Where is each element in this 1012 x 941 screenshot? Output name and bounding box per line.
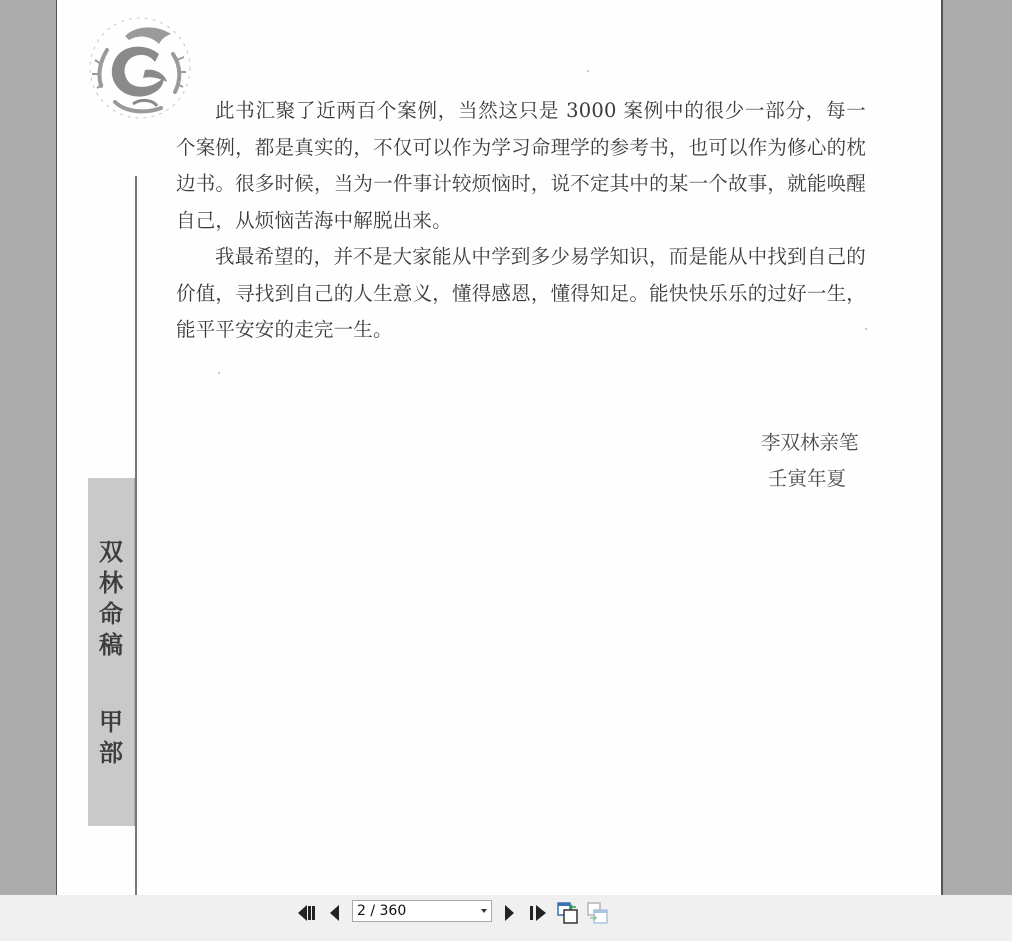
last-page-icon (528, 904, 548, 922)
next-page-button[interactable] (498, 902, 520, 924)
scan-speck (218, 372, 220, 374)
previous-page-icon (328, 904, 342, 922)
spine-char: 稿 (99, 630, 123, 659)
spine-char: 甲 (99, 707, 123, 736)
chevron-down-icon[interactable] (481, 909, 487, 913)
date-line: 壬寅年夏 (768, 467, 847, 490)
page-layout-back-icon (557, 902, 579, 924)
first-page-icon (297, 904, 317, 922)
page-layout-forward-icon (587, 902, 609, 924)
signature: 李双林亲笔 (761, 431, 859, 454)
previous-page-button[interactable] (324, 902, 346, 924)
margin-rule (135, 176, 137, 895)
scan-speck (587, 70, 589, 72)
page-number-dropdown[interactable] (352, 900, 492, 922)
page-number-value: 2 / 360 (357, 903, 407, 919)
paragraph: 此书汇聚了近两百个案例，当然这只是 3000 案例中的很少一部分，每一个案例，都是真实的，不仅可以作为学习命理学的参考书，也可以作为修心的枕边书。很多时候，当为一件事计较烦恼时，说不定其中的某一个故事，就能唤醒自己，从烦恼苦海中解脱出来。 (176, 99, 866, 232)
spine-char: 双 (99, 537, 123, 566)
spine-char: 部 (99, 738, 123, 767)
document-page (56, 0, 943, 895)
page-layout-forward-button (587, 902, 609, 924)
first-page-button[interactable] (296, 902, 318, 924)
scan-speck (865, 328, 867, 330)
spine-subtitle (88, 706, 134, 768)
spine-char: 命 (99, 599, 123, 628)
navigation-toolbar (0, 895, 1012, 941)
spine-label (88, 478, 135, 826)
preface-body (176, 93, 866, 349)
spine-char: 林 (99, 568, 123, 597)
next-page-icon (502, 904, 516, 922)
spine-title (88, 536, 134, 660)
paragraph: 我最希望的，并不是大家能从中学到多少易学知识，而是能从中找到自己的价值，寻找到自己的人生意义，懂得感恩，懂得知足。能快快乐乐的过好一生，能平平安安的走完一生。 (176, 245, 866, 341)
page-layout-back-button[interactable] (557, 902, 579, 924)
last-page-button[interactable] (527, 902, 549, 924)
